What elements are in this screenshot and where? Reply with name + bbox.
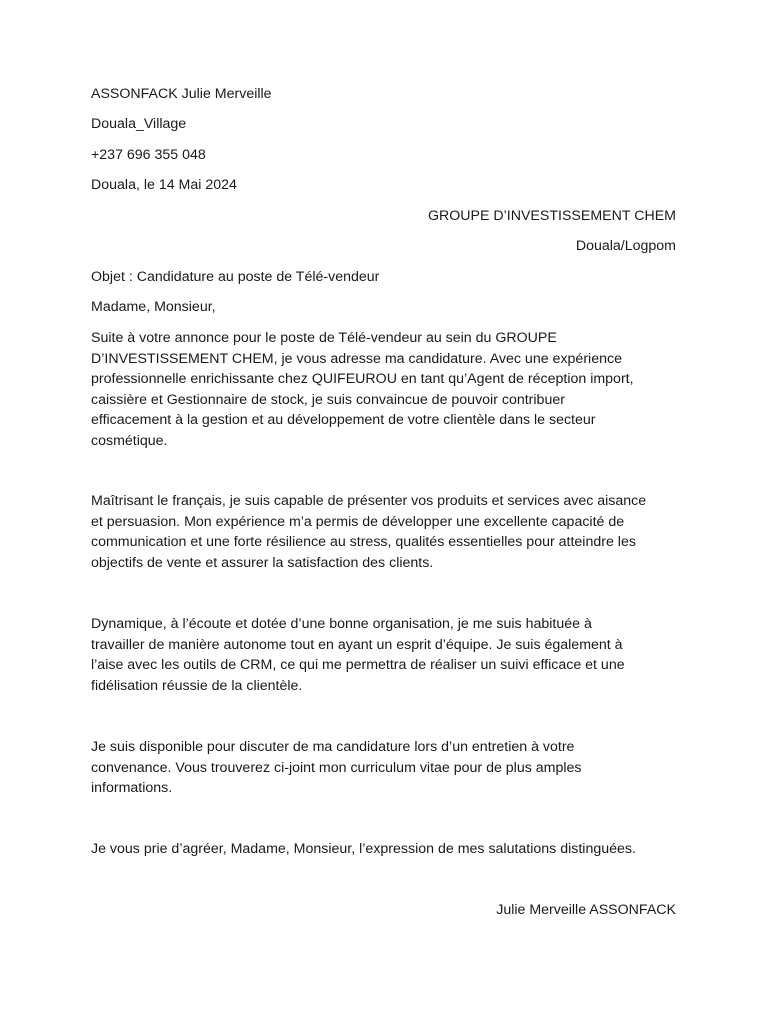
recipient-company: GROUPE D’INVESTISSEMENT CHEM bbox=[427, 208, 676, 224]
paragraph-availability: Je suis disponible pour discuter de ma candidature lors d’un entretien à votre convenance. Vous trouverez ci-joint mon curriculum vitae pour de plus amples informations. bbox=[91, 739, 582, 797]
date-line: Douala, le 14 Mai 2024 bbox=[91, 177, 237, 193]
recipient-location: Douala/Logpom bbox=[575, 238, 676, 254]
sender-phone: +237 696 355 048 bbox=[91, 147, 206, 163]
salutation: Madame, Monsieur, bbox=[91, 299, 216, 315]
sender-address: Douala_Village bbox=[91, 116, 187, 132]
sender-name: ASSONFACK Julie Merveille bbox=[91, 86, 272, 102]
paragraph-qualities: Dynamique, à l’écoute et dotée d’une bonne organisation, je me suis habituée à travailler de manière autonome tout en ayant un esprit d’équipe. Je suis également à l’aise avec les outils de CRM, ce qui me permettra de réaliser un suivi efficace et une fidélisation réussie de la clientèle. bbox=[91, 616, 625, 694]
paragraph-intro: Suite à votre annonce pour le poste de Télé-vendeur au sein du GROUPE D’INVESTISSEMENT CHEM, je vous adresse ma candidature. Avec une expérience professionnelle enrichissante chez QUIFEUROU en tant qu’Agent de réception import, caissière et Gestionnaire de stock, je suis convaincue de pouvoir contribuer efficacement à la gestion et au développement de votre clientèle dans le secteur cosmétique. bbox=[91, 330, 634, 449]
closing-formula: Je vous prie d’agréer, Madame, Monsieur, l’expression de mes salutations distinguées. bbox=[91, 841, 636, 857]
paragraph-skills: Maîtrisant le français, je suis capable de présenter vos produits et services avec aisance et persuasion. Mon expérience m’a permis de développer une excellente capacité de communication et une forte résilience au stress, qualités essentielles pour atteindre les objectifs de vente et assurer la satisfaction des clients. bbox=[91, 493, 647, 571]
signature: Julie Merveille ASSONFACK bbox=[496, 902, 676, 918]
subject-line: Objet : Candidature au poste de Télé-vendeur bbox=[91, 269, 380, 285]
